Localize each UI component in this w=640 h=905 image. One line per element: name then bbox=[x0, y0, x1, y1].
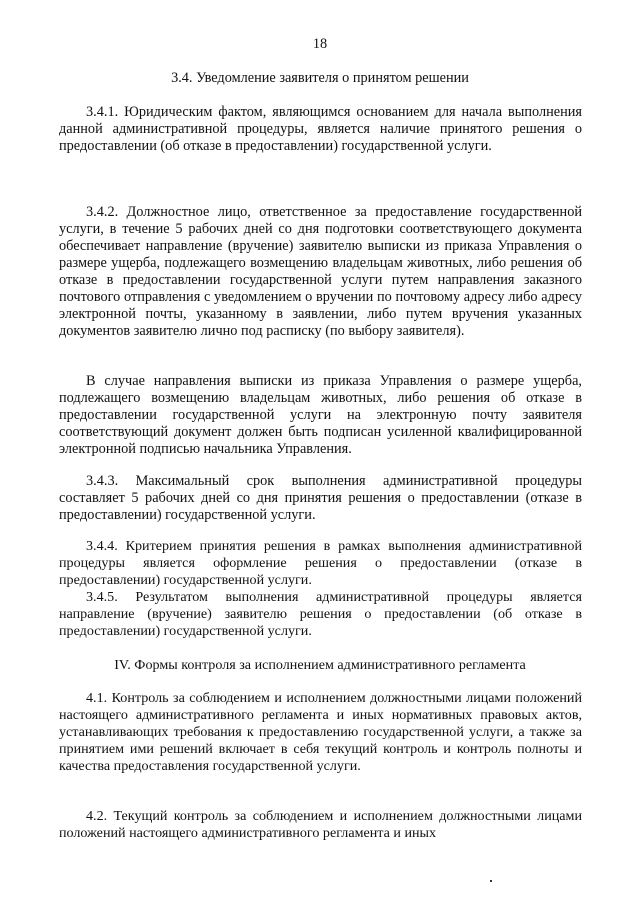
scan-speck bbox=[490, 880, 492, 882]
paragraph-4-2: 4.2. Текущий контроль за соблюдением и исполнением должностными лицами положений настоящего административного регламента и иных bbox=[59, 808, 582, 841]
paragraph-3-4-2: 3.4.2. Должностное лицо, ответственное за предоставление государственной услуги, в течение 5 рабочих дней со дня подготовки соответствующего документа обеспечивает направление (вручение) заявителю выписки из приказа Управления о размере ущерба, подлежащего возмещению владельцам животных, либо решения об отказе в предоставлении государственной услуги путем направления заказного почтового отправления с уведомлением о вручении по почтовому адресу либо адресу электронной почты, указанному в заявлении, либо путем вручения указанных документов заявителю лично под расписку (по выбору заявителя). bbox=[59, 204, 582, 339]
section-3-4-heading: 3.4. Уведомление заявителя о принятом решении bbox=[171, 70, 469, 86]
paragraph-3-4-5: 3.4.5. Результатом выполнения административной процедуры является направление (вручение) заявителю решения о предоставлении (об отказе в предоставлении) государственной услуги. bbox=[59, 589, 582, 639]
paragraph-3-4-4: 3.4.4. Критерием принятия решения в рамках выполнения административной процедуры является оформление решения о предоставлении (отказе в предоставлении) государственной услуги. bbox=[59, 538, 582, 588]
paragraph-3-4-3: 3.4.3. Максимальный срок выполнения административной процедуры составляет 5 рабочих дней со дня принятия решения о предоставлении (отказе в предоставлении) государственной услуги. bbox=[59, 473, 582, 523]
paragraph-3-4-2-continuation: В случае направления выписки из приказа Управления о размере ущерба, подлежащего возмещению владельцам животных, либо решения об отказе в предоставлении государственной услуги на электронную почту заявителя соответствующий документ должен быть подписан усиленной квалифицированной электронной подписью начальника Управления. bbox=[59, 373, 582, 457]
page-number: 18 bbox=[312, 36, 328, 52]
section-4-heading: IV. Формы контроля за исполнением административного регламента bbox=[114, 657, 526, 673]
paragraph-3-4-1: 3.4.1. Юридическим фактом, являющимся основанием для начала выполнения данной административной процедуры, является наличие принятого решения о предоставлении (об отказе в предоставлении) государственной услуги. bbox=[59, 104, 582, 154]
paragraph-4-1: 4.1. Контроль за соблюдением и исполнением должностными лицами положений настоящего административного регламента и иных нормативных правовых актов, устанавливающих требования к предоставлению государственной услуги, а также за принятием ими решений включает в себя текущий контроль и контроль полноты и качества предоставления государственной услуги. bbox=[59, 690, 582, 774]
